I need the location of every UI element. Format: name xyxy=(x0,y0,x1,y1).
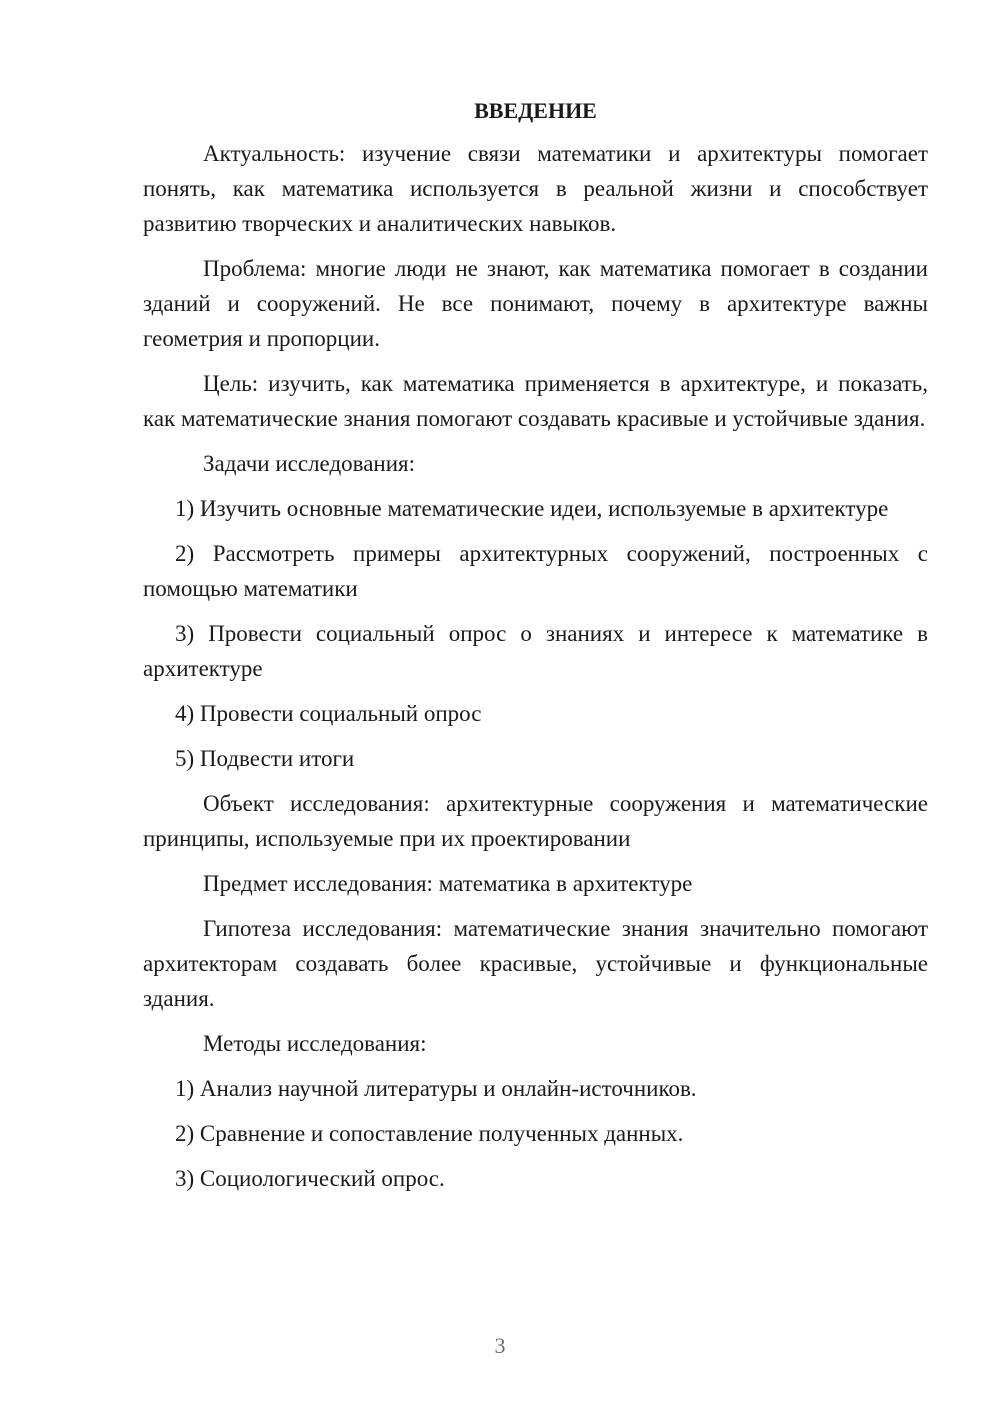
task-item-2: 2) Рассмотреть примеры архитектурных сооружений, построенных с помощью математики xyxy=(143,541,928,601)
object-paragraph: Объект исследования: архитектурные сооружения и математические принципы, используемые при их проектировании xyxy=(143,791,928,851)
methods-heading: Методы исследования: xyxy=(203,1031,427,1056)
goal-paragraph: Цель: изучить, как математика применяется в архитектуре, и показать, как математические знания помогают создавать красивые и устойчивые здания. xyxy=(143,371,928,431)
page-title: ВВЕДЕНИЕ xyxy=(474,98,597,123)
page-number: 3 xyxy=(494,1333,506,1358)
relevance-paragraph: Актуальность: изучение связи математики и архитектуры помогает понять, как математика используется в реальной жизни и способствует развитию творческих и аналитических навыков. xyxy=(143,141,928,236)
tasks-heading: Задачи исследования: xyxy=(203,451,416,476)
task-item-4: 4) Провести социальный опрос xyxy=(175,701,482,726)
hypothesis-paragraph: Гипотеза исследования: математические знания значительно помогают архитекторам создавать более красивые, устойчивые и функциональные здания. xyxy=(143,916,928,1011)
task-item-1: 1) Изучить основные математические идеи, используемые в архитектуре xyxy=(175,496,889,521)
task-item-3: 3) Провести социальный опрос о знаниях и интересе к математике в архитектуре xyxy=(143,621,928,681)
method-item-1: 1) Анализ научной литературы и онлайн-источников. xyxy=(175,1076,697,1101)
document-page xyxy=(143,96,928,1206)
method-item-2: 2) Сравнение и сопоставление полученных данных. xyxy=(175,1121,684,1146)
problem-paragraph: Проблема: многие люди не знают, как математика помогает в создании зданий и сооружений. Не все понимают, почему в архитектуре важны геометрия и пропорции. xyxy=(143,256,928,351)
subject-paragraph: Предмет исследования: математика в архитектуре xyxy=(203,871,693,896)
method-item-3: 3) Социологический опрос. xyxy=(175,1166,445,1191)
task-item-5: 5) Подвести итоги xyxy=(175,746,355,771)
